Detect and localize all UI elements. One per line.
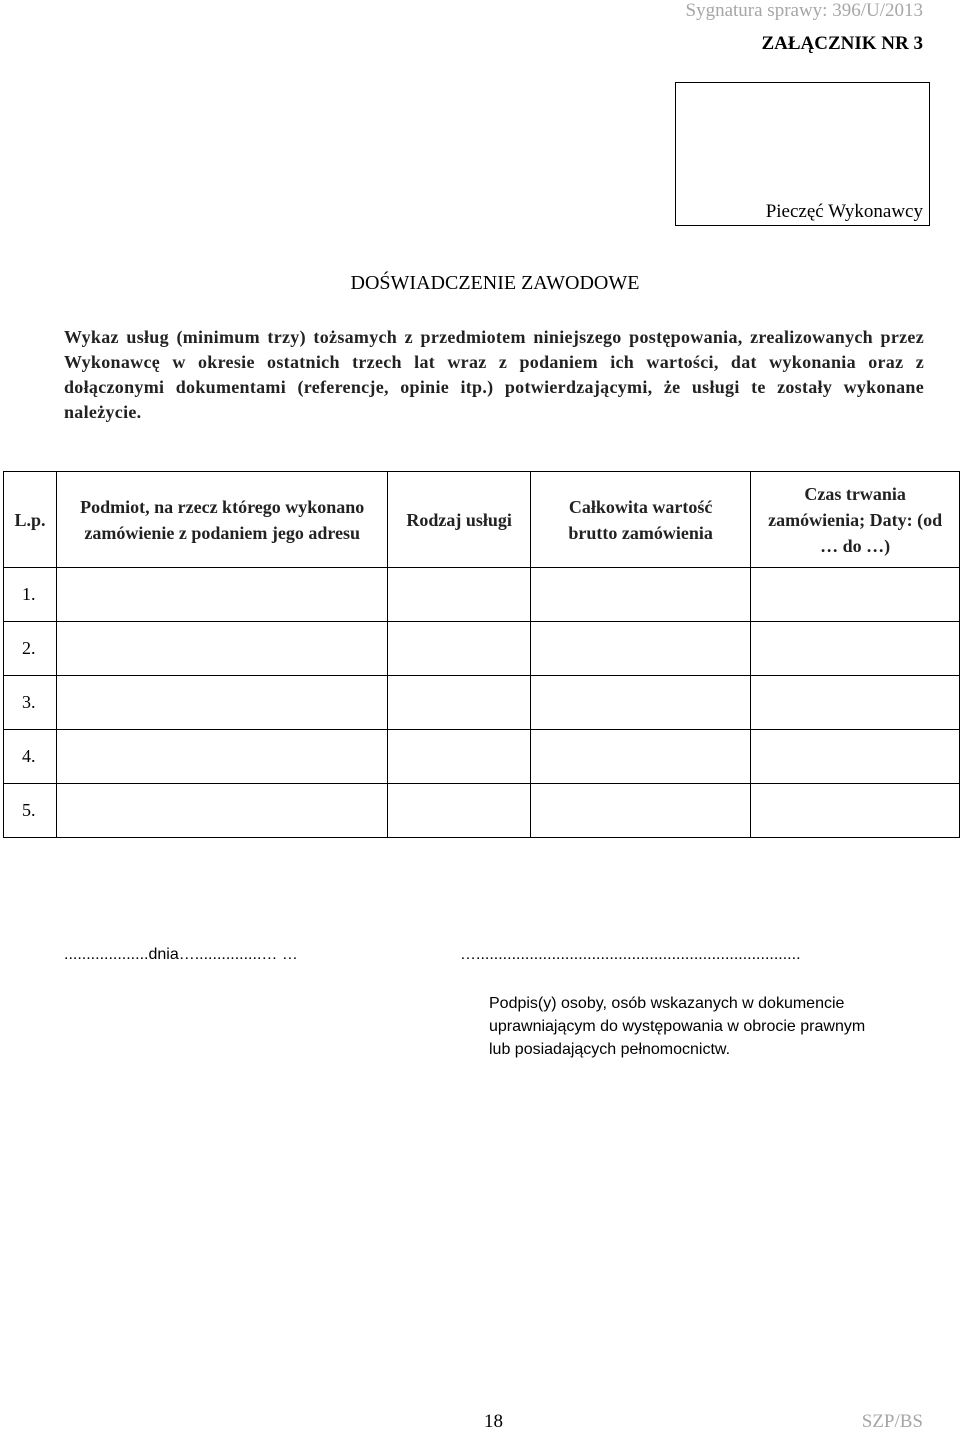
duration-cell[interactable] <box>751 784 960 838</box>
header-client: Podmiot, na rzecz którego wykonano zamówienie z podaniem jego adresu <box>57 472 388 568</box>
table-row <box>4 676 960 730</box>
page-number: 18 <box>484 1411 503 1432</box>
table-row <box>4 622 960 676</box>
service-type-cell[interactable] <box>388 676 531 730</box>
service-type-cell[interactable] <box>388 784 531 838</box>
client-cell[interactable] <box>57 622 388 676</box>
client-cell[interactable] <box>57 568 388 622</box>
row-number: 1. <box>4 568 57 622</box>
table-header-row <box>4 472 960 568</box>
service-type-cell[interactable] <box>388 568 531 622</box>
header-service-type: Rodzaj usługi <box>388 472 531 568</box>
case-signature: Sygnatura sprawy: 396/U/2013 <box>685 0 923 21</box>
client-cell[interactable] <box>57 784 388 838</box>
duration-cell[interactable] <box>751 622 960 676</box>
client-cell[interactable] <box>57 730 388 784</box>
total-value-cell[interactable] <box>530 730 750 784</box>
signature-caption: Podpis(y) osoby, osób wskazanych w dokumencie uprawniającym do występowania w obrocie prawnym lub posiadających pełnomocnictw. <box>489 995 866 1058</box>
service-type-cell[interactable] <box>388 622 531 676</box>
duration-cell[interactable] <box>751 568 960 622</box>
row-number: 4. <box>4 730 57 784</box>
services-table <box>3 471 960 838</box>
document-title: DOŚWIADCZENIE ZAWODOWE <box>350 272 640 294</box>
table-row <box>4 784 960 838</box>
client-cell[interactable] <box>57 676 388 730</box>
header-lp: L.p. <box>4 472 57 568</box>
table-row <box>4 730 960 784</box>
row-number: 5. <box>4 784 57 838</box>
service-type-cell[interactable] <box>388 730 531 784</box>
total-value-cell[interactable] <box>530 622 750 676</box>
header-duration: Czas trwania zamówienia; Daty: (od … do …) <box>751 472 960 568</box>
total-value-cell[interactable] <box>530 568 750 622</box>
signature-line: …......................................................................... <box>460 946 801 963</box>
total-value-cell[interactable] <box>530 784 750 838</box>
intro-paragraph <box>64 325 924 425</box>
row-number: 2. <box>4 622 57 676</box>
header-total-value: Całkowita wartość brutto zamówienia <box>530 472 750 568</box>
intro-text: Wykaz usług (minimum trzy) tożsamych z przedmiotem niniejszego postępowania, zrealizowanych przez Wykonawcę w okresie ostatnich trzech lat wraz z podaniem ich wartości, dat wykonania oraz z dołączonymi dokumentami (referencje, opinie itp.) potwierdzającymi, że usługi te zostały wykonane należycie. <box>64 327 924 422</box>
duration-cell[interactable] <box>751 730 960 784</box>
stamp-label: Pieczęć Wykonawcy <box>765 201 923 222</box>
date-line: ...................dnia…...............… … <box>64 946 298 963</box>
duration-cell[interactable] <box>751 676 960 730</box>
annex-number: ZAŁĄCZNIK NR 3 <box>761 33 923 54</box>
row-number: 3. <box>4 676 57 730</box>
table-row <box>4 568 960 622</box>
footer-code: SZP/BS <box>861 1411 923 1432</box>
contractor-stamp-box <box>675 82 930 226</box>
total-value-cell[interactable] <box>530 676 750 730</box>
